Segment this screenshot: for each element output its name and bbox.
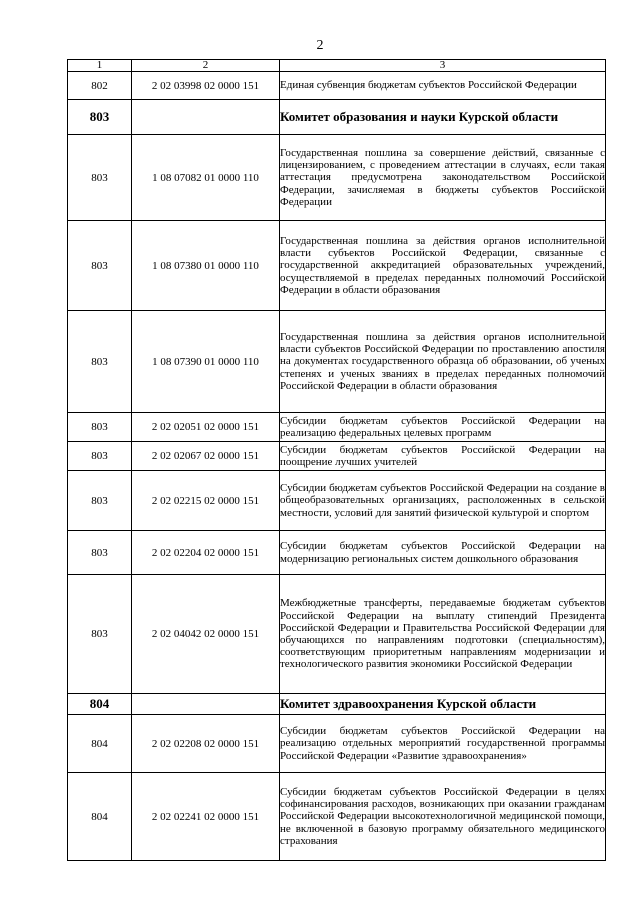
table-row (68, 531, 606, 575)
description-cell: Субсидии бюджетам субъектов Российской Федерации в целях софинансирования расходов, возникающих при оказании гражданам Российской Федерации высокотехнологичной медицинской помощи, не включенной в базовую программу обязательного медицинского страхования (280, 773, 606, 861)
description-cell: Субсидии бюджетам субъектов Российской Федерации на создание в общеобразовательных организациях, расположенных в сельской местности, условий для занятий физической культурой и спортом (280, 471, 606, 531)
admin-code-cell: 803 (68, 135, 132, 221)
table-row (68, 575, 606, 694)
table-row (68, 72, 606, 100)
admin-code-cell: 803 (68, 531, 132, 575)
table-row (68, 135, 606, 221)
revenue-code-cell: 2 02 02051 02 0000 151 (132, 413, 280, 442)
description-cell: Субсидии бюджетам субъектов Российской Федерации на модернизацию региональных систем дошкольного образования (280, 531, 606, 575)
table-row (68, 413, 606, 442)
admin-code-cell: 803 (68, 221, 132, 311)
revenue-code-cell: 1 08 07082 01 0000 110 (132, 135, 280, 221)
table-row (68, 442, 606, 471)
table-row (68, 715, 606, 773)
revenue-code-cell: 2 02 03998 02 0000 151 (132, 72, 280, 100)
revenue-code-cell: 2 02 02215 02 0000 151 (132, 471, 280, 531)
admin-code-cell: 802 (68, 72, 132, 100)
revenue-code-cell: 2 02 04042 02 0000 151 (132, 575, 280, 694)
table-row (68, 221, 606, 311)
revenue-code-cell: 2 02 02208 02 0000 151 (132, 715, 280, 773)
revenue-code-cell: 2 02 02067 02 0000 151 (132, 442, 280, 471)
admin-code-cell: 804 (68, 773, 132, 861)
committee-name-cell: Комитет здравоохранения Курской области (280, 694, 606, 715)
column-header-admin: 1 (68, 60, 132, 72)
column-header-description: 3 (280, 60, 606, 72)
revenue-code-cell: 2 02 02241 02 0000 151 (132, 773, 280, 861)
column-header-code: 2 (132, 60, 280, 72)
description-cell: Государственная пошлина за действия органов исполнительной власти субъектов Российской Федерации, связанные с государственной аккредитацией образовательных учреждений, осуществляемой в пределах переданных полномочий Российской Федерации в области образования (280, 221, 606, 311)
page-number: 2 (316, 38, 324, 53)
table-row (68, 471, 606, 531)
table-row (68, 773, 606, 861)
revenue-codes-table (67, 59, 606, 861)
committee-header-row (68, 694, 606, 715)
description-cell: Субсидии бюджетам субъектов Российской Федерации на поощрение лучших учителей (280, 442, 606, 471)
admin-code-cell: 803 (68, 442, 132, 471)
description-cell: Субсидии бюджетам субъектов Российской Федерации на реализацию федеральных целевых программ (280, 413, 606, 442)
revenue-code-cell: 2 02 02204 02 0000 151 (132, 531, 280, 575)
admin-code-cell: 803 (68, 413, 132, 442)
table-row (68, 311, 606, 413)
description-cell: Межбюджетные трансферты, передаваемые бюджетам субъектов Российской Федерации на выплату стипендий Президента Российской Федерации и Правительства Российской Федерации для обучающихся по направлениям подготовки (специальностям), соответствующим приоритетным направлениям модернизации и технологического развития экономики Российской Федерации (280, 575, 606, 694)
admin-code-cell: 803 (68, 100, 132, 135)
revenue-code-cell: 1 08 07390 01 0000 110 (132, 311, 280, 413)
admin-code-cell: 804 (68, 694, 132, 715)
description-cell: Субсидии бюджетам субъектов Российской Федерации на реализацию отдельных мероприятий государственной программы Российской Федерации «Развитие здравоохранения» (280, 715, 606, 773)
committee-header-row (68, 100, 606, 135)
description-cell: Государственная пошлина за совершение действий, связанные с лицензированием, с проведением аттестации в случаях, если такая аттестация предусмотрена законодательством Российской Федерации, зачисляемая в бюджеты субъектов Российской Федерации (280, 135, 606, 221)
admin-code-cell: 803 (68, 471, 132, 531)
admin-code-cell: 803 (68, 575, 132, 694)
committee-name-cell: Комитет образования и науки Курской области (280, 100, 606, 135)
revenue-code-cell: 1 08 07380 01 0000 110 (132, 221, 280, 311)
description-cell: Единая субвенция бюджетам субъектов Российской Федерации (280, 72, 606, 100)
revenue-code-cell (132, 100, 280, 135)
column-number-row (68, 60, 606, 72)
admin-code-cell: 804 (68, 715, 132, 773)
admin-code-cell: 803 (68, 311, 132, 413)
description-cell: Государственная пошлина за действия органов исполнительной власти субъектов Российской Федерации по проставлению апостиля на документах государственного образца об образовании, об ученых степенях и ученых званиях в пределах переданных полномочий Российской Федерации в области образования (280, 311, 606, 413)
revenue-code-cell (132, 694, 280, 715)
